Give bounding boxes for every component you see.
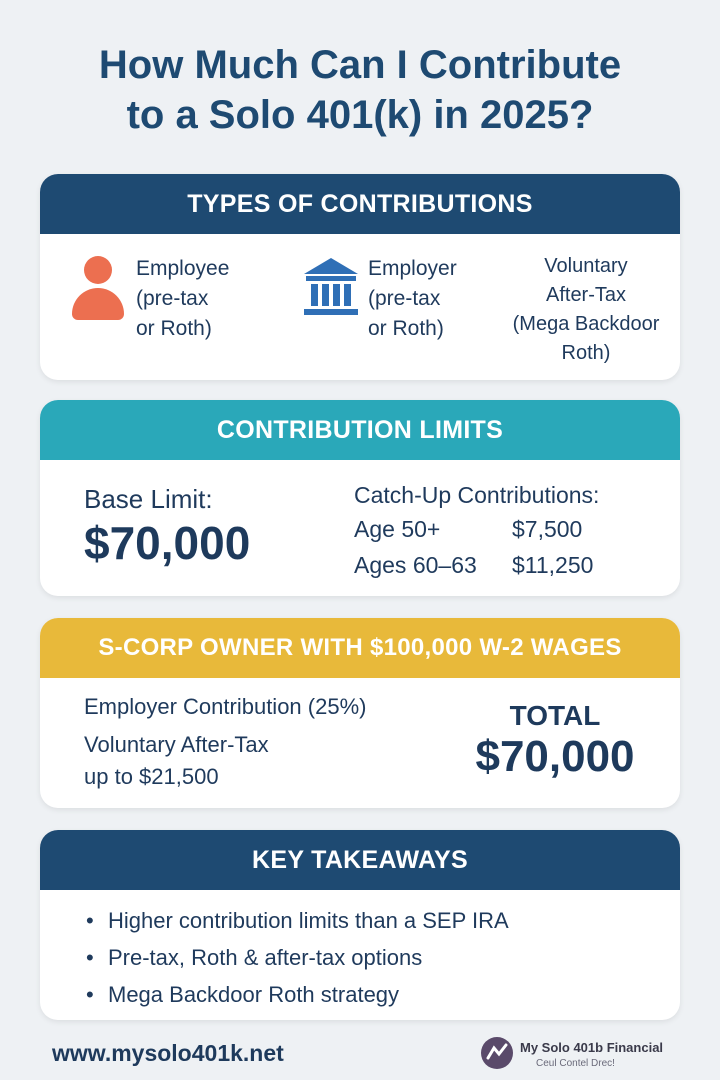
page-title-line-1: How Much Can I Contribute [98,43,622,87]
type-employee-line-2: (pre-tax [136,287,209,310]
type-employee-line-3: or Roth) [136,317,212,340]
type-employee [136,254,229,344]
takeaway-text: Pre-tax, Roth & after-tax options [108,945,423,970]
catchup-row [354,516,583,543]
page-title-line-2: to a Solo 401(k) in 2025? [126,93,594,137]
type-employer-line-1: Employer [368,257,457,280]
type-employer-line-2: (pre-tax [368,287,441,310]
types-card [40,174,680,380]
brand-block [480,1032,710,1076]
total-value: $70,000 [475,732,635,781]
limits-card [40,400,680,596]
takeaway-text: Mega Backdoor Roth strategy [108,982,400,1007]
takeaway-text: Higher contribution limits than a SEP IRA [108,908,509,933]
brand-tagline: Ceul Contel Drec! [536,1058,615,1069]
takeaways-list [86,902,509,1013]
list-item [86,939,509,976]
limits-heading: CONTRIBUTION LIMITS [40,400,680,460]
type-employer-line-3: or Roth) [368,317,444,340]
types-row [40,234,680,380]
catchup-amount: $7,500 [512,516,583,542]
list-item [86,902,509,939]
bullet-icon: • [86,908,94,933]
website-link[interactable]: www.mysolo401k.net [52,1040,284,1066]
after-tax-amount-line: up to $21,500 [84,764,219,789]
type-voluntary-line-4: Roth) [561,342,611,364]
catchup-row [354,552,594,579]
type-employer [368,254,457,344]
scorp-card [40,618,680,808]
bank-icon [302,256,360,318]
scorp-heading: S-CORP OWNER WITH $100,000 W-2 WAGES [40,618,680,678]
catchup-age-label: Age 50+ [354,516,441,542]
base-limit-value: $70,000 [84,517,251,569]
type-voluntary-line-3: (Mega Backdoor [512,313,660,335]
type-voluntary [498,252,674,368]
total-label: TOTAL [509,700,601,731]
catchup-age-label: Ages 60–63 [354,552,477,578]
takeaways-heading: KEY TAKEAWAYS [40,830,680,890]
base-limit-label: Base Limit: [84,484,213,514]
types-heading: TYPES OF CONTRIBUTIONS [40,174,680,234]
type-voluntary-line-1: Voluntary [544,255,628,277]
takeaways-card [40,830,680,1020]
list-item [86,976,509,1013]
voluntary-after-tax-line: Voluntary After-Tax [84,732,269,757]
employer-contribution-line: Employer Contribution (25%) [84,694,367,719]
type-voluntary-line-2: After-Tax [545,284,627,306]
bullet-icon: • [86,945,94,970]
bullet-icon: • [86,982,94,1007]
catchup-amount: $11,250 [512,552,594,578]
page-title [0,40,720,140]
brand-name: My Solo 401b Financial [520,1040,664,1055]
type-employee-line-1: Employee [136,257,230,280]
person-icon [72,256,124,320]
catchup-title: Catch-Up Contributions: [354,482,600,508]
brand-logo-icon [480,1036,514,1070]
